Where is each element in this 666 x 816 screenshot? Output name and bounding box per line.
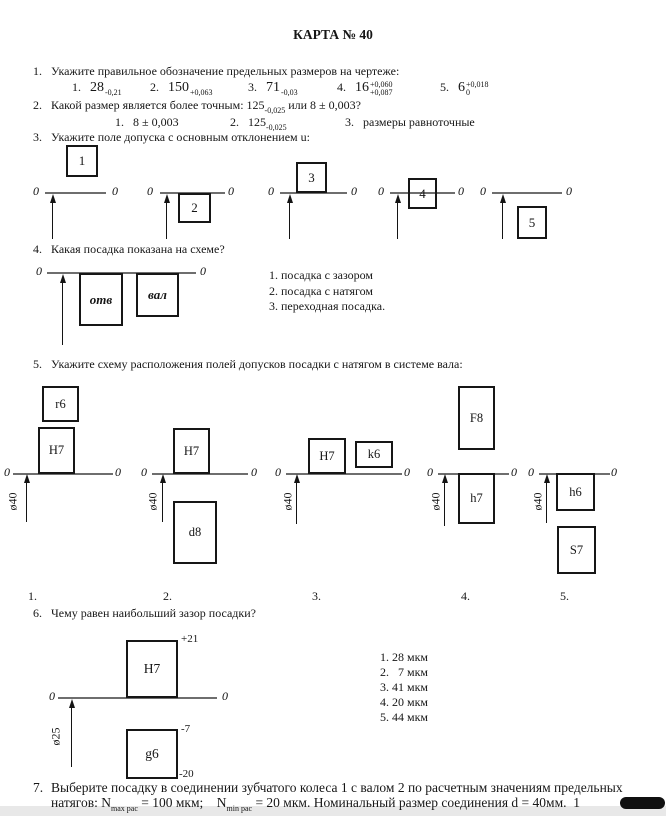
q5-label-2: 2. — [163, 589, 172, 603]
cropped-black-pill — [620, 797, 665, 809]
zero-label: 0 — [480, 184, 486, 198]
question-7-line2: натягов: $N_{max рас} = 100$ мкм; $N_{min рас} = 20$ мкм. Номинальный размер соединения d = 40мм. 1 — [51, 795, 581, 813]
question-3-text: Укажите поле допуска с основным отклонением u: — [51, 130, 310, 144]
zero-label: 0 — [33, 184, 39, 198]
up-arrow — [67, 699, 76, 767]
q1-option-4 — [337, 80, 393, 98]
question-2-text: Какой размер является более точным: $125_{-0,025}$ или 8 ± 0,003? — [51, 98, 361, 115]
shaft-box: вал — [136, 273, 179, 317]
q1-option-4-number: 4. — [337, 80, 346, 94]
zero-label: 0 — [511, 465, 517, 479]
tolerance-box-k6: k6 — [355, 441, 393, 468]
up-arrow — [292, 474, 301, 524]
q1-option-3-deviations: -0,03 — [281, 88, 298, 97]
q5-label-5: 5. — [560, 589, 569, 603]
q2-option-3: 3. размеры равноточные — [345, 115, 475, 129]
lower-deviation-top-label: -7 — [181, 723, 191, 735]
up-arrow — [542, 474, 551, 523]
up-arrow — [58, 274, 67, 345]
q1-option-3 — [248, 80, 298, 98]
zero-label: 0 — [528, 465, 534, 479]
q1-option-5-number: 5. — [440, 80, 449, 94]
q5-label-1: 1. — [28, 589, 37, 603]
q1-option-1-deviations: -0,21 — [105, 88, 122, 97]
zero-label: 0 — [611, 465, 617, 479]
diameter-label: ø25 — [48, 727, 63, 746]
question-6-number: 6. — [33, 606, 42, 620]
up-arrow — [48, 194, 57, 239]
question-5-text: Укажите схему расположения полей допусков посадки с натягом в системе вала: — [51, 357, 463, 371]
tolerance-box-H7: H7 — [126, 640, 178, 698]
zero-label: 0 — [4, 465, 10, 479]
zero-label: 0 — [275, 465, 281, 479]
up-arrow — [393, 194, 402, 239]
tolerance-box-S7: S7 — [557, 526, 596, 574]
q1-option-2-number: 2. — [150, 80, 159, 94]
page-title: КАРТА № 40 — [293, 27, 373, 42]
tolerance-box-1: 1 — [66, 145, 98, 177]
q1-option-5 — [440, 80, 489, 98]
n-max-subscript: max рас — [111, 804, 138, 813]
q6-option-4: 4. 20 мкм — [380, 694, 429, 709]
up-arrow — [22, 474, 31, 522]
zero-label: 0 — [36, 264, 42, 278]
tolerance-box-h7: h7 — [458, 473, 495, 524]
q1-option-1-number: 1. — [72, 80, 81, 94]
q6-option-2: 2. 7 мкм — [380, 664, 429, 679]
q1-option-4-deviations: +0,060 +0,087 — [370, 79, 393, 97]
question-5-number: 5. — [33, 357, 42, 371]
q5-label-3: 3. — [312, 589, 321, 603]
q2-option-2: 2. $125_{-0,025}$ — [230, 115, 287, 132]
hole-box: отв — [79, 273, 123, 326]
q1-option-5-deviations: +0,018 0 — [466, 79, 489, 97]
q4-option-1: 1. посадка с зазором — [269, 268, 374, 282]
upper-deviation-label: +21 — [181, 633, 199, 645]
diameter-label: ø40 — [145, 492, 160, 511]
question-2-number: 2. — [33, 98, 42, 112]
q4-options — [269, 268, 385, 315]
question-7-number: 7. — [33, 780, 44, 795]
zero-label: 0 — [566, 184, 572, 198]
lower-deviation-bottom-label: -20 — [179, 768, 194, 780]
zero-label: 0 — [200, 264, 206, 278]
up-arrow — [440, 474, 449, 526]
q1-option-5-value: 6 — [458, 80, 465, 95]
tolerance-box-H7: H7 — [308, 438, 346, 474]
q1-option-2-deviations: +0,063 — [190, 88, 213, 97]
up-arrow — [158, 474, 167, 522]
zero-label: 0 — [351, 184, 357, 198]
question-1-number: 1. — [33, 64, 42, 78]
q1-option-2 — [150, 80, 213, 98]
tolerance-box-H7: H7 — [38, 427, 75, 474]
tolerance-box-F8: F8 — [458, 386, 495, 450]
zero-label: 0 — [49, 689, 55, 703]
q4-option-2: 2. посадка с натягом — [269, 283, 373, 298]
diameter-label: ø40 — [428, 492, 443, 511]
q6-option-3: 3. 41 мкм — [380, 679, 429, 694]
zero-label: 0 — [251, 465, 257, 479]
question-4-number: 4. — [33, 242, 42, 256]
diameter-label: ø40 — [530, 492, 545, 511]
question-6-text: Чему равен наибольший зазор посадки? — [51, 606, 256, 620]
q2-size-subscript: -0,025 — [264, 106, 286, 115]
q5-label-4: 4. — [461, 589, 470, 603]
tolerance-box-r6: r6 — [42, 386, 79, 422]
q1-option-3-value: 71 — [266, 80, 280, 95]
tolerance-box-H7: H7 — [173, 428, 210, 474]
q6-option-5: 5. 44 мкм — [380, 709, 429, 724]
diameter-label: ø40 — [5, 492, 20, 511]
q1-option-3-number: 3. — [248, 80, 257, 94]
zero-label: 0 — [378, 184, 384, 198]
zero-label: 0 — [458, 184, 464, 198]
diameter-label: ø40 — [280, 492, 295, 511]
tolerance-box-3: 3 — [296, 162, 327, 193]
n-min-subscript: min рас — [226, 804, 253, 813]
zero-label: 0 — [404, 465, 410, 479]
zero-label: 0 — [268, 184, 274, 198]
question-3-number: 3. — [33, 130, 42, 144]
question-1-text: Укажите правильное обозначение предельных размеров на чертеже: — [51, 64, 400, 78]
tolerance-box-h6: h6 — [556, 473, 595, 511]
q4-option-3: 3. переходная посадка. — [269, 299, 386, 314]
tolerance-box-5: 5 — [517, 206, 547, 239]
tolerance-box-4: 4 — [408, 178, 437, 209]
q2-option-1: 1. 8 ± 0,003 — [115, 115, 179, 129]
zero-label: 0 — [147, 184, 153, 198]
up-arrow — [162, 194, 171, 239]
zero-label: 0 — [115, 465, 121, 479]
q6-options — [380, 650, 428, 725]
zero-label: 0 — [141, 465, 147, 479]
zero-label: 0 — [427, 465, 433, 479]
tolerance-box-d8: d8 — [173, 501, 217, 564]
q1-option-2-value: 150 — [168, 80, 189, 95]
question-4-text: Какая посадка показана на схеме? — [51, 242, 225, 256]
up-arrow — [285, 194, 294, 239]
q6-option-1: 1. 28 мкм — [380, 650, 429, 664]
tolerance-box-g6: g6 — [126, 729, 178, 779]
up-arrow — [498, 194, 507, 239]
zero-label: 0 — [112, 184, 118, 198]
question-7-text: Выберите посадку в соединении зубчатого колеса 1 с валом 2 по расчетным значениям предельных — [51, 780, 623, 795]
tolerance-box-2: 2 — [178, 193, 211, 223]
zero-label: 0 — [228, 184, 234, 198]
q1-option-1-value: 28 — [90, 80, 104, 95]
q1-option-4-value: 16 — [355, 80, 369, 95]
zero-label: 0 — [222, 689, 228, 703]
